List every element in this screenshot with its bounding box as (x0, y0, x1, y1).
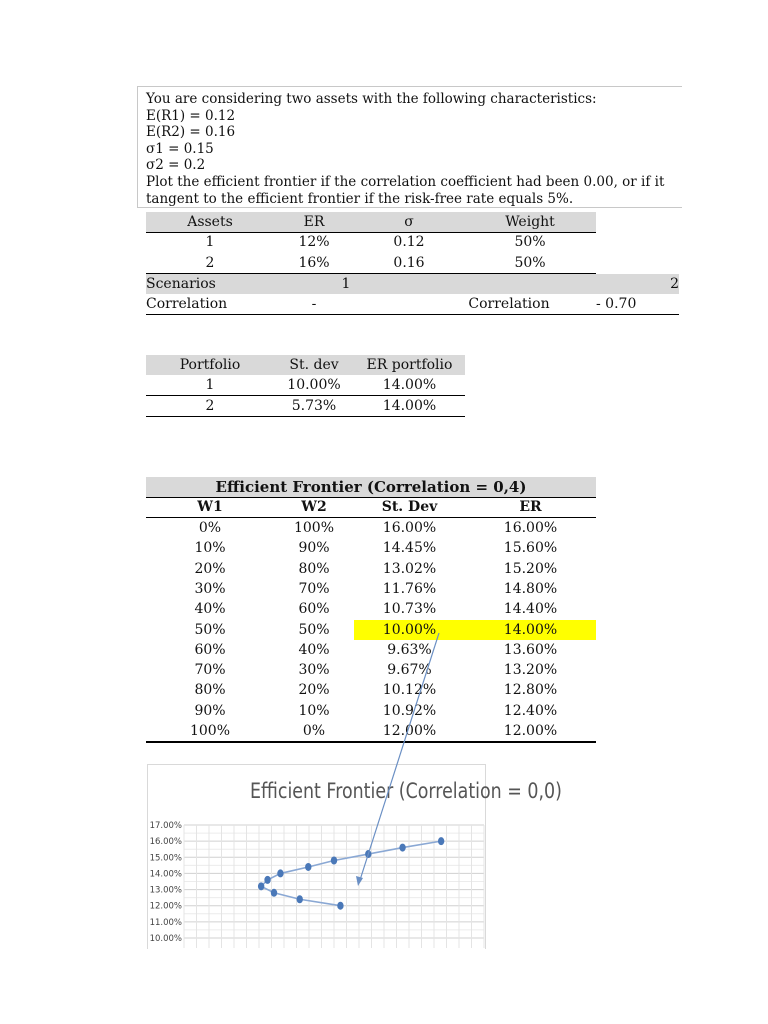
frontier-cell: 10% (194, 540, 226, 557)
correlation-label-1: Correlation (146, 296, 228, 312)
assets-cell: 50% (514, 255, 546, 271)
y-tick-label: 15.00% (149, 853, 182, 864)
frontier-cell: 10.12% (382, 682, 437, 699)
frontier-cell: 9.63% (387, 641, 432, 658)
data-point (277, 869, 283, 877)
data-point (264, 876, 270, 884)
assets-header-assets: Assets (187, 214, 233, 230)
data-point (399, 844, 405, 852)
y-tick-label: 16.00% (149, 837, 182, 848)
frontier-cell: 11.76% (382, 580, 437, 597)
frontier-header-w1: W1 (197, 499, 223, 515)
frontier-cell: 60% (194, 641, 226, 658)
frontier-cell: 40% (194, 601, 226, 618)
frontier-cell: 13.02% (382, 560, 437, 577)
data-point (297, 895, 303, 903)
correlation-label-2: Correlation (468, 296, 550, 312)
frontier-cell: 40% (298, 641, 330, 658)
frontier-cell: 50% (194, 621, 226, 638)
problem-line: σ2 = 0.2 (146, 157, 206, 174)
portfolio-cell: 14.00% (382, 398, 437, 414)
portfolio-cell: 2 (205, 398, 215, 414)
frontier-cell: 14.80% (503, 580, 558, 597)
frontier-cell: 100% (189, 723, 231, 739)
assets-header-er: ER (303, 214, 325, 230)
assets-cell: 16% (298, 255, 330, 271)
frontier-cell: 30% (298, 662, 330, 679)
data-point (305, 863, 311, 871)
problem-line: Plot the efficient frontier if the correlation coefficient had been 0.00, or if it (146, 173, 665, 190)
problem-line: E(R2) = 0.16 (146, 124, 236, 141)
assets-header-sigma: σ (404, 214, 414, 230)
frontier-cell: 60% (298, 601, 330, 618)
frontier-header-w2: W2 (301, 499, 327, 515)
frontier-cell: 10% (298, 702, 330, 719)
data-point (331, 857, 337, 865)
frontier-header-stdev: St. Dev (381, 499, 438, 515)
y-tick-label: 10.00% (149, 934, 182, 944)
assets-cell: 12% (298, 234, 330, 250)
portfolio-cell: 5.73% (291, 398, 337, 414)
assets-cell: 0.12 (393, 234, 425, 250)
frontier-cell: 10.00% (354, 620, 465, 640)
data-point (258, 882, 264, 890)
frontier-cell: 100% (293, 520, 335, 536)
frontier-cell: 12.00% (503, 723, 558, 739)
assets-cell: 1 (205, 234, 215, 250)
portfolio-header-portfolio: Portfolio (179, 357, 241, 373)
scenarios-label: Scenarios (146, 276, 216, 292)
frontier-cell: 90% (194, 702, 226, 719)
problem-line: You are considering two assets with the following characteristics: (146, 91, 597, 107)
frontier-cell: 15.20% (503, 560, 558, 577)
portfolio-cell: 10.00% (287, 377, 341, 393)
frontier-cell: 16.00% (503, 520, 558, 536)
frontier-cell: 13.60% (503, 641, 558, 658)
assets-cell: 2 (205, 255, 215, 271)
scenario-2-number: 2 (670, 276, 679, 292)
frontier-cell: 16.00% (382, 520, 437, 536)
problem-line: E(R1) = 0.12 (146, 107, 236, 124)
frontier-cell: 30% (194, 580, 226, 597)
frontier-cell: 70% (194, 662, 226, 679)
data-point (271, 889, 277, 897)
y-tick-label: 13.00% (149, 885, 182, 896)
y-tick-label: 17.00% (149, 821, 182, 831)
portfolio-header-er: ER portfolio (366, 357, 453, 373)
frontier-cell: 20% (298, 682, 330, 699)
y-tick-label: 12.00% (149, 901, 182, 912)
frontier-cell: 70% (298, 580, 330, 597)
frontier-cell: 80% (194, 682, 226, 699)
correlation-value-2: - 0.70 (596, 296, 637, 312)
frontier-cell: 10.92% (382, 702, 437, 719)
frontier-cell: 14.00% (465, 620, 596, 640)
frontier-cell: 0% (198, 520, 222, 536)
data-point (438, 837, 444, 845)
scenario-1-number: 1 (341, 276, 351, 292)
data-point (337, 902, 343, 910)
portfolio-cell: 1 (205, 377, 215, 393)
y-tick-label: 11.00% (149, 917, 182, 928)
assets-cell: 0.16 (393, 255, 425, 271)
frontier-cell: 15.60% (503, 540, 558, 557)
frontier-header-er: ER (519, 499, 542, 515)
correlation-value-1: - (311, 296, 317, 312)
portfolio-cell: 14.00% (382, 377, 437, 393)
frontier-cell: 12.00% (382, 723, 437, 739)
portfolio-header-stdev: St. dev (289, 357, 339, 373)
frontier-cell: 90% (298, 540, 330, 557)
problem-line: tangent to the efficient frontier if the risk-free rate equals 5%. (146, 190, 574, 207)
frontier-cell: 10.73% (382, 601, 437, 618)
y-tick-label: 14.00% (149, 869, 182, 880)
frontier-cell: 12.40% (503, 702, 558, 719)
chart-y-ticks (150, 821, 182, 944)
frontier-cell: 13.20% (503, 662, 558, 679)
assets-header-weight: Weight (505, 214, 555, 230)
frontier-cell: 50% (298, 621, 330, 638)
frontier-cell: 20% (194, 560, 226, 577)
frontier-cell: 0% (302, 723, 326, 739)
frontier-cell: 80% (298, 560, 330, 577)
frontier-cell: 12.80% (503, 682, 558, 699)
chart-title: Efficient Frontier (Correlation = 0,0) (250, 779, 562, 803)
assets-cell: 50% (514, 234, 546, 250)
problem-line: σ1 = 0.15 (146, 140, 214, 157)
frontier-cell: 9.67% (387, 662, 432, 679)
frontier-cell: 14.45% (382, 540, 437, 557)
frontier-cell: 14.40% (503, 601, 558, 618)
frontier-table-title: Efficient Frontier (Correlation = 0,4) (215, 478, 527, 496)
